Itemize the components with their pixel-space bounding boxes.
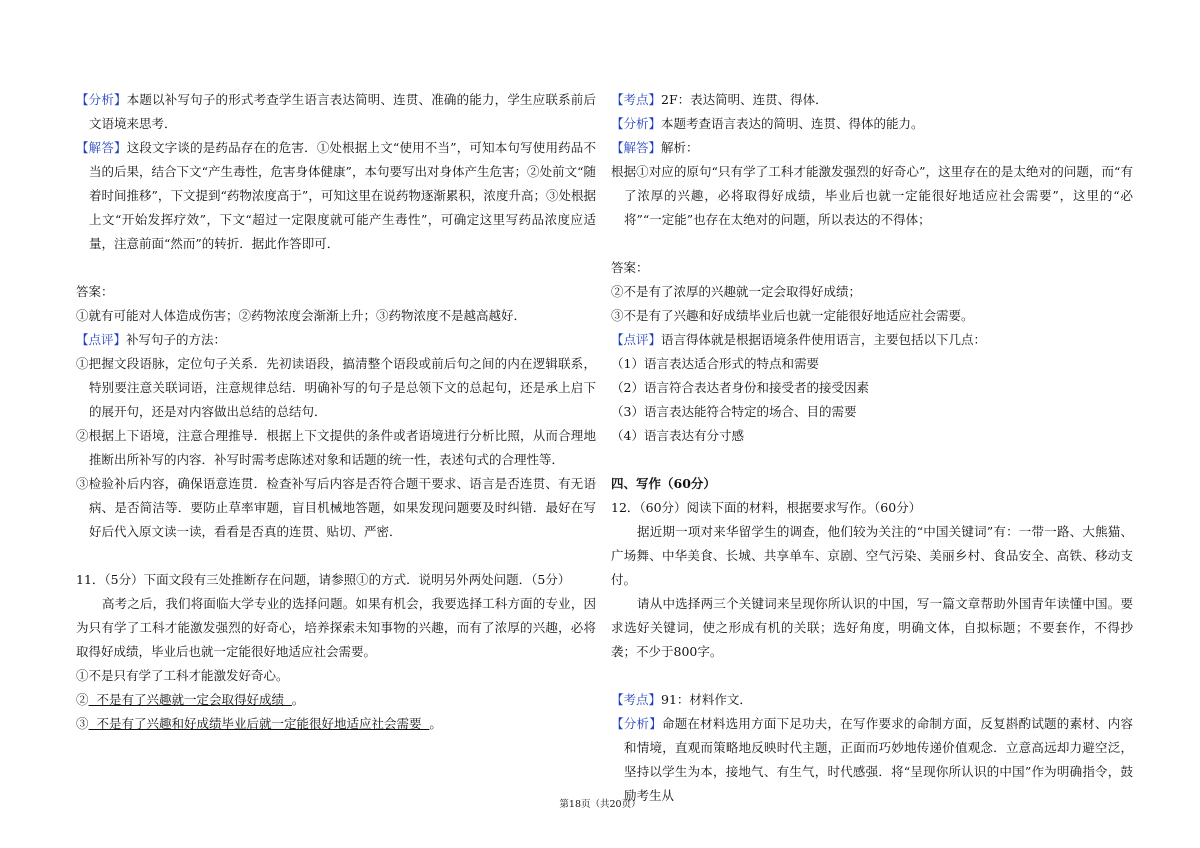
analysis2-tag: 【分析】 [611,716,662,731]
analysis-text-right: 本题考查语言表达的简明、连贯、得体的能力。 [661,116,924,131]
comment-item: （2）语言符合表达者身份和接受者的接受因素 [611,380,869,395]
analysis-text: 本题以补写句子的形式考查学生语言表达简明、连贯、准确的能力，学生应联系前后文语境来思考． [89,92,596,131]
q11-item-2-num: ② [76,692,89,707]
method-3: ③检验补后内容，确保语意连贯．检查补写后内容是否符合题干要求、语言是否连贯、有无语病、是否简洁等．要防止草率审题，盲目机械地答题，如果发现问题要及时纠错．最好在写好后代入原文读一读，看看是否真的连贯、贴切、严密． [76,476,596,539]
answer-body-right: 根据①对应的原句“只有学了工科才能激发强烈的好奇心”，这里存在的是太绝对的问题，而“有了浓厚的兴趣，必将取得好成绩，毕业后也就一定能很好地适应社会需要”，这里的“必将”“一定能”也存在太绝对的问题，所以表达的不得体； [611,164,1133,227]
analysis-tag-right: 【分析】 [611,116,662,131]
answers-line: ①就有可能对人体造成伤害；②药物浓度会渐渐上升；③药物浓度不是越高越好． [76,308,527,323]
comment-item: （4）语言表达有分寸感 [611,428,744,443]
comment-item: （3）语言表达能符合特定的场合、目的需要 [611,404,857,419]
q11-item-3-end: 。 [429,716,442,731]
q11-item-2 [76,688,596,712]
answer-tag: 【解答】 [76,140,127,155]
point2-text: 91：材料作文． [661,692,752,707]
answers-label-right: 答案： [611,260,649,275]
answer-paragraph-right [611,136,1133,160]
answer-text-right: 解析： [661,140,699,155]
comment-tag: 【点评】 [76,332,127,347]
answer-item-2: ③不是有了兴趣和好成绩毕业后也就一定能很好地适应社会需要。 [611,308,974,323]
section-title: 四、写作（60分） [611,476,716,491]
comment-paragraph-right [611,328,1133,352]
analysis-tag: 【分析】 [76,92,127,107]
answer-text: 这段文字谈的是药品存在的危害．①处根据上文“使用不当”，可知本句写使用药品不当的后果，结合下文“产生毒性，危害身体健康”，本句要写出对身体产生危害；②处前文“随着时间推移”，下文提到“药物浓度高于”，可知这里在说药物逐渐累积，浓度升高；③处根据上文“开始发挥疗效”，下文“超过一定限度就可能产生毒性”，可确定这里写药品浓度应适量，注意前面“然而”的转折．据此作答即可． [89,140,596,251]
right-column [611,88,1133,808]
q11-item-3 [76,712,596,736]
point2-tag: 【考点】 [611,692,662,707]
left-column [76,88,596,736]
comment-tag-right: 【点评】 [611,332,662,347]
q11-item-3-answer: 不是有了兴趣和好成绩毕业后就一定能很好地适应社会需要 [88,716,430,731]
page-footer: 第18页（共20页） [559,799,641,810]
point-text: 2F：表达简明、连贯、得体． [661,92,828,107]
q12-requirement: 请从中选择两三个关键词来呈现你所认识的中国，写一篇文章帮助外国青年读懂中国。要求选好关键词，使之形成有机的关联；选好角度，明确文体，自拟标题；不要套作，不得抄袭；不少于800字。 [611,596,1133,659]
method-1: ①把握文段语脉，定位句子关系．先初读语段，搞清整个语段或前后句之间的内在逻辑联系，特别要注意关联词语，注意规律总结．明确补写的句子是总领下文的总起句，还是承上启下的展开句，还是对内容做出总结的总结句． [76,356,596,419]
q12-material: 据近期一项对来华留学生的调查，他们较为关注的“中国关键词”有：一带一路、大熊猫、广场舞、中华美食、长城、共享单车、京剧、空气污染、美丽乡村、食品安全、高铁、移动支付。 [611,524,1133,587]
q11-item-2-answer: 不是有了兴趣就一定会取得好成绩 [88,692,292,707]
comment-text-right: 语言得体就是根据语境条件使用语言，主要包括以下几点： [661,332,987,347]
answer-item-1: ②不是有了浓厚的兴趣就一定会取得好成绩； [611,284,862,299]
q11-stem: 11．（5分）下面文段有三处推断存在问题，请参照①的方式．说明另外两处问题．（5分） [76,572,571,587]
analysis-paragraph [76,88,596,136]
point-paragraph [611,88,1133,112]
answer-paragraph [76,136,596,256]
analysis-paragraph-right [611,112,1133,136]
point-tag: 【考点】 [611,92,662,107]
answer-tag-right: 【解答】 [611,140,662,155]
comment-text: 补写句子的方法： [126,332,227,347]
comment-item: （1）语言表达适合形式的特点和需要 [611,356,819,371]
point2-paragraph [611,688,1133,712]
q11-item-2-end: 。 [291,692,305,707]
q11-item-1: ①不是只有学了工科才能激发好奇心。 [76,668,289,683]
method-2: ②根据上下语境，注意合理推导．根据上下文提供的条件或者语境进行分析比照，从而合理地推断出所补写的内容．补写时需考虑陈述对象和话题的统一性，表述句式的合理性等． [76,428,596,467]
q11-item-3-num: ③ [76,716,89,731]
answers-label: 答案： [76,284,114,299]
q12-stem: 12．（60分）阅读下面的材料，根据要求写作。（60分） [611,500,922,515]
analysis2-paragraph [611,712,1133,808]
analysis2-text: 命题在材料选用方面下足功夫，在写作要求的命制方面，反复斟酌试题的素材、内容和情境，直观而策略地反映时代主题，正面而巧妙地传递价值观念．立意高远却力避空泛，坚持以学生为本，接地气、有生气，时代感强．将“呈现你所认识的中国”作为明确指令，鼓励考生从 [624,716,1133,803]
comment-paragraph [76,328,596,352]
q11-passage: 高考之后，我们将面临大学专业的选择问题。如果有机会，我要选择工科方面的专业，因为只有学了工科才能激发强烈的好奇心，培养探索未知事物的兴趣，而有了浓厚的兴趣，必将取得好成绩，毕业后也就一定能很好地适应社会需要。 [76,596,596,659]
